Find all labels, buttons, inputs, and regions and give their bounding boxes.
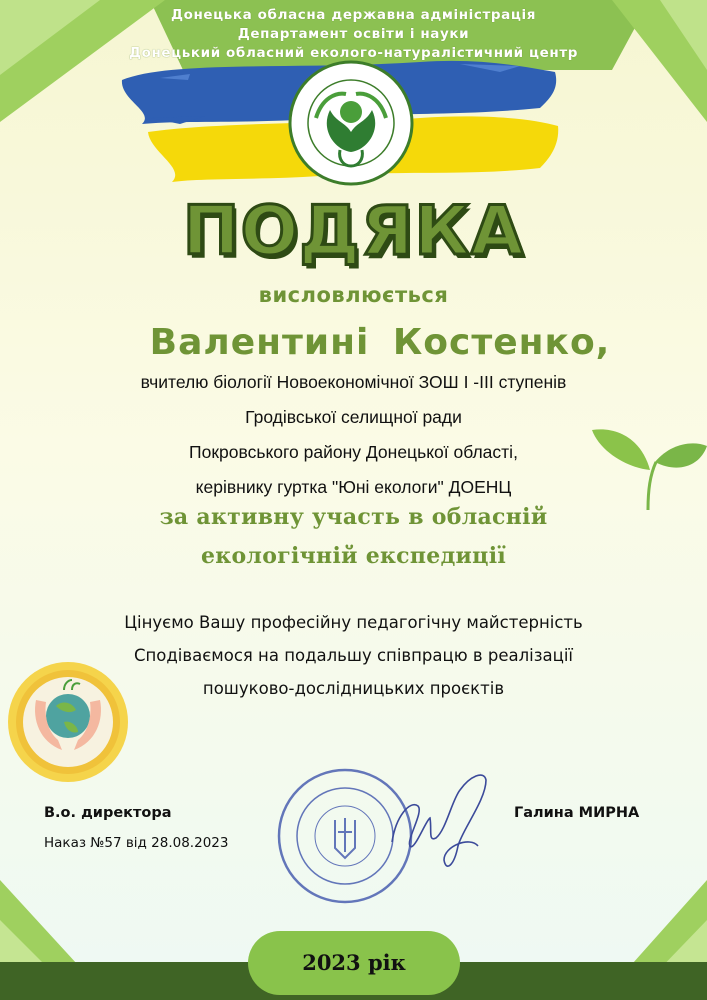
order-reference: Наказ №57 від 28.08.2023 <box>44 835 229 851</box>
position-line-3: Покровського району Донецької області, <box>189 442 518 462</box>
header-line-department: Департамент освіти і науки <box>237 26 470 42</box>
header-line-administration: Донецька обласна державна адміністрація <box>170 7 536 23</box>
position-line-4: керівнику гуртка "Юні екологи" ДОЕНЦ <box>195 477 512 497</box>
footer-year-badge: 2023 рік <box>248 931 460 995</box>
position-line-2: Гродівської селищної ради <box>245 407 462 427</box>
emblem <box>290 62 412 184</box>
position-line-1: вчителю біології Новоекономічної ЗОШ І -ІІІ ступенів <box>140 372 567 392</box>
handwritten-signature <box>392 775 486 866</box>
signer-role: В.о. директора <box>44 805 172 821</box>
appreciation-line-3: пошуково-дослідницьких проєктів <box>202 679 505 698</box>
header-line-center: Донецький обласний еколого-натуралістичний центр <box>128 45 579 61</box>
reason-line-1: за активну участь в обласній <box>159 504 548 530</box>
appreciation-line-1: Цінуємо Вашу професійну педагогічну майстерність <box>124 613 583 632</box>
reason-line-2: екологічній експедиції <box>200 543 507 569</box>
recipient-name: Валентині Костенко, <box>149 322 611 363</box>
certificate-title: ПОДЯКА <box>182 192 525 271</box>
expresses-text: висловлюється <box>258 283 449 307</box>
appreciation-line-2: Сподіваємося на подальшу співпрацю в реалізації <box>133 646 574 665</box>
header-block <box>0 6 707 63</box>
official-stamp <box>279 770 411 902</box>
signer-name: Галина МИРНА <box>514 805 640 821</box>
